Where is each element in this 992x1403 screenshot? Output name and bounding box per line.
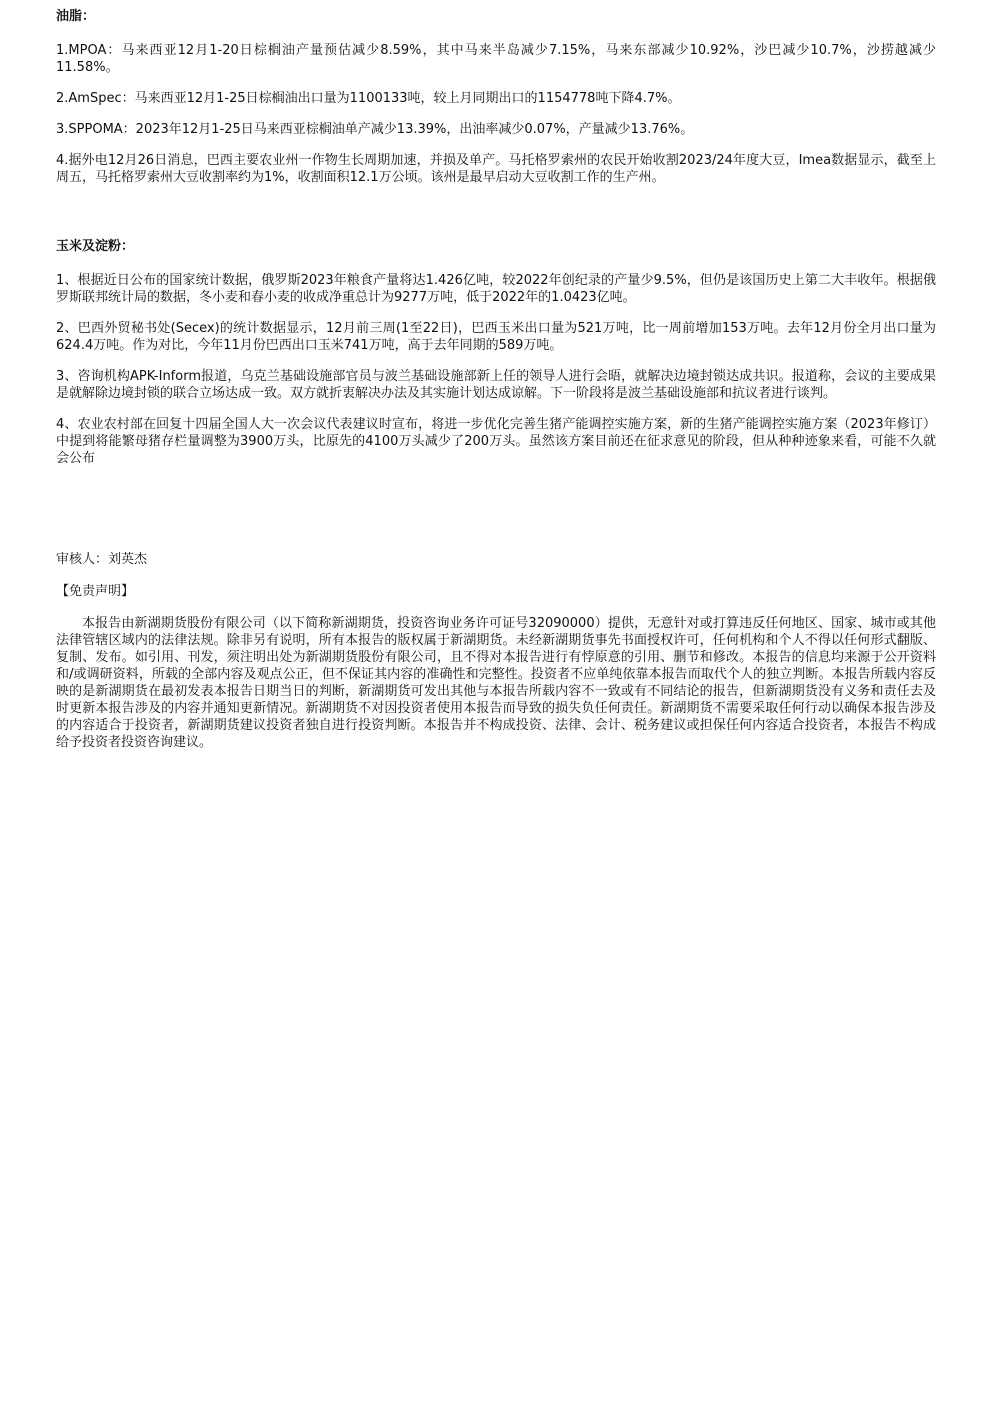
oils-item-4: 4.据外电12月26日消息，巴西主要农业州一作物生长周期加速，并损及单产。马托格罗索州的农民开始收割2023/24年度大豆，Imea数据显示，截至上周五，马托格罗索州大豆收割率约为1%，收割面积12.1万公顷。该州是最早启动大豆收割工作的生产州。 [56,153,936,185]
report-page [56,8,936,751]
disclaimer-text: 本报告由新湖期货股份有限公司（以下简称新湖期货，投资咨询业务许可证号32090000）提供，无意针对或打算违反任何地区、国家、城市或其他法律管辖区域内的法律法规。除非另有说明，所有本报告的版权属于新湖期货。未经新湖期货事先书面授权许可，任何机构和个人不得以任何形式翻版、复制、发布。如引用、刊发，须注明出处为新湖期货股份有限公司，且不得对本报告进行有悖原意的引用、删节和修改。本报告的信息均来源于公开资料和/或调研资料，所载的全部内容及观点公正，但不保证其内容的准确性和完整性。投资者不应单纯依靠本报告而取代个人的独立判断。本报告所载内容反映的是新湖期货在最初发表本报告日期当日的判断，新湖期货可发出其他与本报告所载内容不一致或有不同结论的报告，但新湖期货没有义务和责任去及时更新本报告涉及的内容并通知更新情况。新湖期货不对因投资者使用本报告而导致的损失负任何责任。新湖期货不需要采取任何行动以确保本报告涉及的内容适合于投资者，新湖期货建议投资者独自进行投资判断。本报告并不构成投资、法律、会计、税务建议或担保任何内容适合投资者，本报告不构成给予投资者投资咨询建议。 [56,616,936,750]
reviewer-line: 审核人：刘英杰 [56,552,148,567]
corn-item-3: 3、咨询机构APK-Inform报道，乌克兰基础设施部官员与波兰基础设施部新上任的领导人进行会晤，就解决边境封锁达成共识。报道称，会议的主要成果是就解除边境封锁的联合立场达成一致。双方就折衷解决办法及其实施计划达成谅解。下一阶段将是波兰基础设施部和抗议者进行谈判。 [56,369,936,401]
oils-item-1: 1.MPOA：马来西亚12月1-20日棕榈油产量预估减少8.59%，其中马来半岛减少7.15%，马来东部减少10.92%，沙巴减少10.7%，沙捞越减少11.58%。 [56,43,936,75]
oils-item-2: 2.AmSpec：马来西亚12月1-25日棕榈油出口量为1100133吨，较上月同期出口的1154778吨下降4.7%。 [56,91,681,106]
corn-item-1: 1、根据近日公布的国家统计数据，俄罗斯2023年粮食产量将达1.426亿吨，较2022年创纪录的产量少9.5%，但仍是该国历史上第二大丰收年。根据俄罗斯联邦统计局的数据，冬小麦和春小麦的收成净重总计为9277万吨，低于2022年的1.0423亿吨。 [56,273,936,305]
corn-item-4: 4、农业农村部在回复十四届全国人大一次会议代表建议时宣布，将进一步优化完善生猪产能调控实施方案，新的生猪产能调控实施方案（2023年修订）中提到将能繁母猪存栏量调整为3900万头，比原先的4100万头减少了200万头。虽然该方案目前还在征求意见的阶段，但从种种迹象来看，可能不久就会公布 [56,417,936,466]
oils-section-title: 油脂： [56,9,96,24]
disclaimer-title: 【免责声明】 [56,584,135,599]
oils-item-3: 3.SPPOMA：2023年12月1-25日马来西亚棕榈油单产减少13.39%，出油率减少0.07%，产量减少13.76%。 [56,122,694,137]
corn-section-title: 玉米及淀粉： [56,239,135,254]
corn-item-2: 2、巴西外贸秘书处(Secex)的统计数据显示，12月前三周(1至22日)，巴西玉米出口量为521万吨，比一周前增加153万吨。去年12月份全月出口量为624.4万吨。作为对比，今年11月份巴西出口玉米741万吨，高于去年同期的589万吨。 [56,321,936,353]
